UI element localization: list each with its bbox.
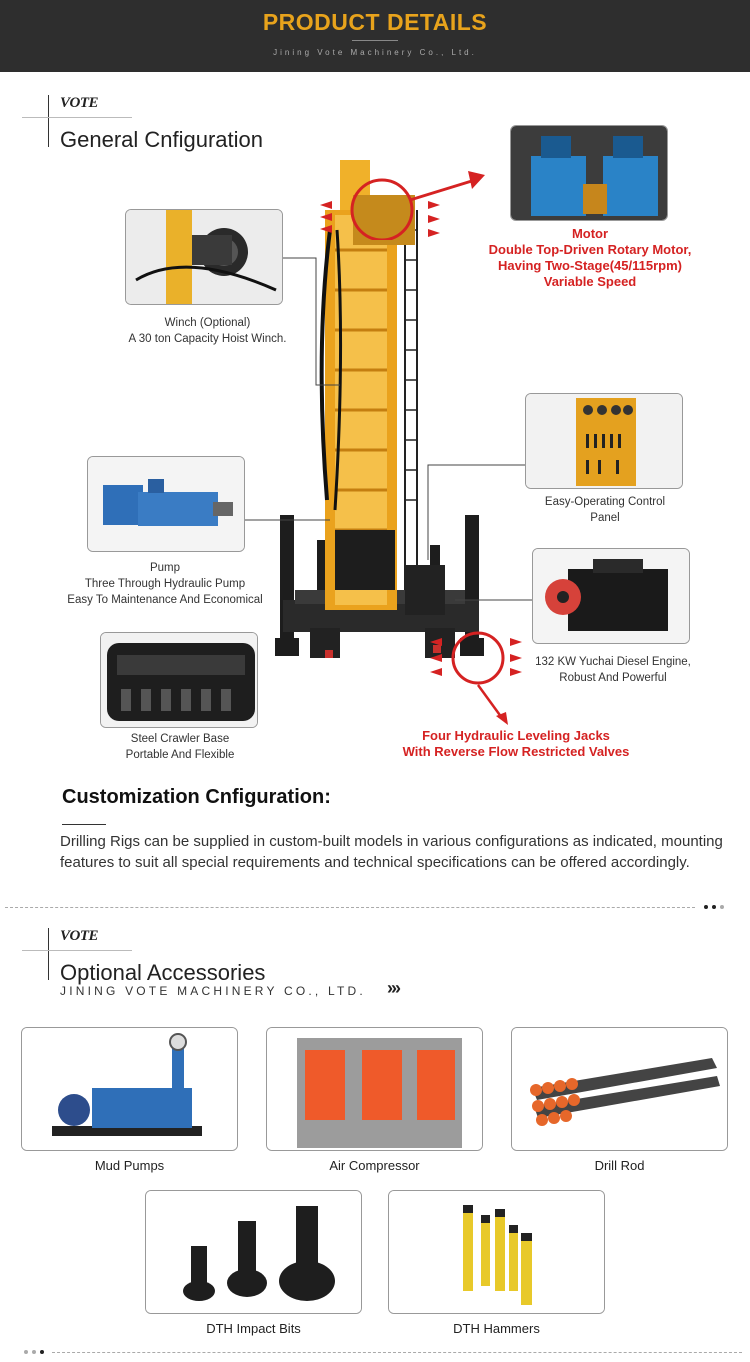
header-divider bbox=[352, 40, 398, 41]
section-divider bbox=[22, 950, 132, 951]
control-panel-caption: Easy-Operating Control Panel bbox=[544, 496, 666, 524]
mud-pump-image bbox=[22, 1028, 238, 1151]
winch-image bbox=[126, 210, 283, 305]
crawler-image bbox=[101, 633, 258, 728]
pump-image-card bbox=[87, 456, 245, 552]
accessories-subtitle: JINING VOTE MACHINERY CO., LTD. bbox=[60, 984, 366, 998]
engine-image bbox=[533, 549, 690, 644]
accessory-label: Mud Pumps bbox=[94, 1158, 165, 1173]
control-panel-image bbox=[526, 394, 683, 489]
accessory-card-dth-hammers[interactable] bbox=[388, 1190, 605, 1314]
separator-dot bbox=[24, 1350, 28, 1354]
page-title: PRODUCT DETAILS bbox=[262, 9, 488, 35]
jacks-caption: Four Hydraulic Leveling Jacks With Reverse Flow Restricted Valves bbox=[402, 728, 630, 759]
separator-dot bbox=[704, 905, 708, 909]
separator-dot bbox=[40, 1350, 44, 1354]
motor-caption: Motor Double Top-Driven Rotary Motor, Having Two-Stage(45/115rpm) Variable Speed bbox=[488, 226, 692, 289]
accessory-card-dth-impact-bits[interactable] bbox=[145, 1190, 362, 1314]
accessory-card-drill-rod[interactable] bbox=[511, 1027, 728, 1151]
crawler-image-card bbox=[100, 632, 258, 728]
dth-hammers-image bbox=[389, 1191, 605, 1314]
accessory-label: Drill Rod bbox=[594, 1158, 645, 1173]
customization-divider bbox=[62, 824, 106, 825]
accessory-label: Air Compressor bbox=[329, 1158, 420, 1173]
connector-lines bbox=[240, 250, 540, 630]
page-subtitle: Jining Vote Machinery Co., Ltd. bbox=[273, 48, 477, 57]
customization-title: Customization Cnfiguration: bbox=[62, 786, 331, 808]
separator-dot bbox=[720, 905, 724, 909]
motor-image bbox=[511, 126, 668, 221]
winch-image-card bbox=[125, 209, 283, 305]
drill-rod-image bbox=[512, 1028, 728, 1151]
engine-caption: 132 KW Yuchai Diesel Engine, Robust And Powerful bbox=[535, 656, 691, 684]
separator-dot bbox=[32, 1350, 36, 1354]
general-config-title: General Cnfiguration bbox=[60, 127, 264, 152]
section-separator bbox=[5, 907, 695, 908]
pump-caption: Pump Three Through Hydraulic Pump Easy To Maintenance And Economical bbox=[67, 562, 263, 606]
pump-image bbox=[88, 457, 245, 552]
dth-impact-bits-image bbox=[146, 1191, 362, 1314]
accessory-card-mud-pumps[interactable] bbox=[21, 1027, 238, 1151]
section-divider bbox=[48, 95, 49, 147]
jacks-highlight bbox=[430, 630, 530, 725]
section-divider bbox=[48, 928, 49, 980]
separator-dot bbox=[712, 905, 716, 909]
accessories-title: Optional Accessories bbox=[60, 960, 266, 985]
accessory-label: DTH Impact Bits bbox=[206, 1321, 301, 1336]
crawler-caption: Steel Crawler Base Portable And Flexible bbox=[125, 733, 235, 761]
accessory-label: DTH Hammers bbox=[453, 1321, 540, 1336]
brand-logo: VOTE bbox=[60, 928, 99, 944]
winch-caption: Winch (Optional) A 30 ton Capacity Hoist Winch. bbox=[128, 317, 287, 345]
chevron-right-icon: ››› bbox=[387, 978, 399, 998]
section-separator bbox=[52, 1352, 742, 1353]
control-panel-image-card bbox=[525, 393, 683, 489]
air-compressor-image bbox=[267, 1028, 483, 1151]
engine-image-card bbox=[532, 548, 690, 644]
section-divider bbox=[22, 117, 132, 118]
customization-text: Drilling Rigs can be supplied in custom-built models in various configurations as indicated, mounting features to suit all special requirements and technical specifications can be offered accordingly. bbox=[60, 833, 723, 871]
motor-image-card bbox=[510, 125, 668, 221]
accessory-card-air-compressor[interactable] bbox=[266, 1027, 483, 1151]
motor-arrows bbox=[424, 195, 440, 245]
brand-logo: VOTE bbox=[60, 95, 99, 111]
